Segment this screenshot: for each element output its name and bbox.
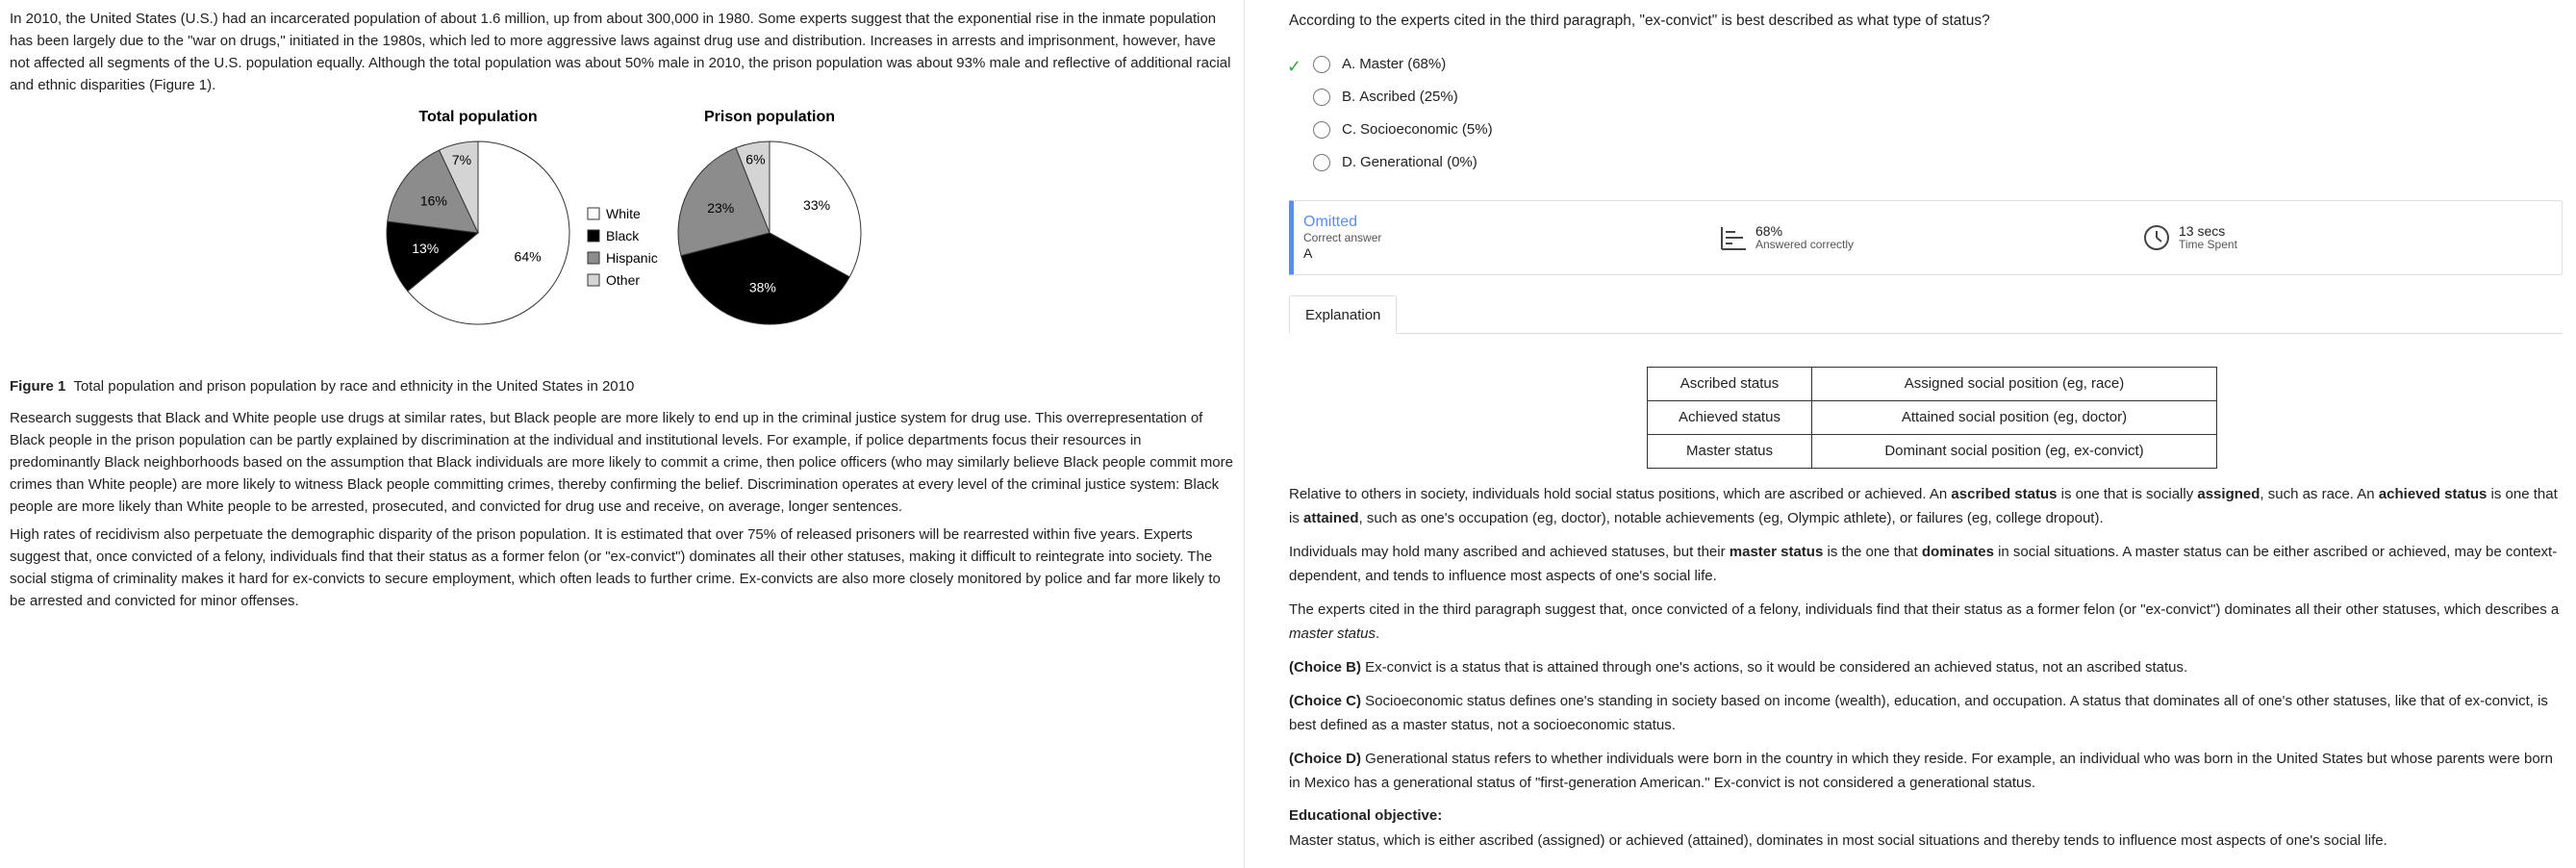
- question-stem: According to the experts cited in the third paragraph, "ex-convict" is best described as what type of status?: [1289, 13, 1990, 29]
- choice-d-letter: D.: [1342, 154, 1356, 170]
- pie-prison: [678, 141, 861, 324]
- table-cell: Ascribed status: [1648, 368, 1812, 401]
- figure-caption-text: Total population and prison population by race and ethnicity in the United States in 2010: [73, 378, 635, 395]
- pie-label-other: 6%: [745, 151, 766, 167]
- legend-label-black: Black: [606, 228, 640, 243]
- clock-icon: [2142, 223, 2171, 252]
- pie-label-white: 64%: [514, 248, 542, 265]
- table-row: [1648, 368, 2217, 401]
- table-cell: Attained social position (eg, doctor): [1812, 401, 2217, 435]
- legend-swatch-white: [588, 208, 599, 219]
- choice-d-pct: (0%): [1447, 154, 1477, 170]
- passage-paragraph-1: In 2010, the United States (U.S.) had an incarcerated population of about 1.6 million, up from about 300,000 in 1980. Some experts suggest that the exponential rise in the inmate population has been largely due to the "war on drugs," initiated in the 1980s, which led to more aggressive laws against drug use and distribution. Increases in arrests and imprisonment, however, have not affected all segments of the U.S. population equally. Although the total population was about 50% male in 2010, the prison population was about 93% male and reflective of additional racial and ethnic disparities (Figure 1).: [10, 11, 1231, 93]
- omitted-block: [1294, 215, 1719, 261]
- educational-objective-text: Master status, which is either ascribed (assigned) or achieved (attained), dominates in most social situations and thereby tends to influence most aspects of one's social life.: [1289, 832, 2387, 849]
- choice-a[interactable]: [1289, 48, 2563, 81]
- legend: [588, 206, 658, 288]
- legend-label-other: Other: [606, 272, 641, 288]
- status-table: [1647, 367, 2217, 469]
- choice-a-text: Master: [1359, 56, 1404, 72]
- explanation-choice-d: (Choice D) Generational status refers to whether individuals were born in the country in which they reside. For example, an individual who was born in the United States but whose parents were born in Mexico has a generational status of "first-generation American." Ex-convict is not considered a generational status.: [1289, 751, 2554, 791]
- pie-title-total: Total population: [418, 109, 538, 125]
- choice-b-letter: B.: [1342, 89, 1356, 105]
- pie-total: [387, 141, 569, 324]
- pie-label-hispanic: 23%: [707, 200, 735, 217]
- figure-caption: [10, 375, 1234, 397]
- passage-panel: [0, 0, 1245, 868]
- legend-swatch-other: [588, 274, 599, 286]
- choice-c-radio[interactable]: [1313, 121, 1330, 139]
- legend-swatch-hispanic: [588, 252, 599, 264]
- correct-check-icon: ✓: [1287, 57, 1302, 76]
- percent-correct-label: Answered correctly: [1755, 238, 1855, 251]
- stats-bar: [1289, 200, 2563, 275]
- choice-c-pct: (5%): [1461, 121, 1493, 138]
- tab-bar: [1289, 294, 2563, 334]
- choice-a-radio[interactable]: [1313, 56, 1330, 73]
- choice-c-text: Socioeconomic: [1360, 121, 1458, 138]
- table-cell: Dominant social position (eg, ex-convict): [1812, 435, 2217, 469]
- question-panel: [1245, 0, 2576, 868]
- pie-label-black: 38%: [748, 279, 776, 295]
- pie-label-black: 13%: [412, 240, 440, 256]
- choice-c[interactable]: [1289, 114, 2563, 146]
- choice-b-pct: (25%): [1419, 89, 1458, 105]
- pie-title-prison: Prison population: [704, 109, 835, 125]
- choice-d-radio[interactable]: [1313, 154, 1330, 171]
- choice-d-text: Generational: [1360, 154, 1443, 170]
- time-spent-label: Time Spent: [2179, 238, 2237, 251]
- table-cell: Master status: [1648, 435, 1812, 469]
- answer-status: Omitted: [1303, 214, 1358, 230]
- educational-objective-title: Educational objective:: [1289, 807, 1443, 824]
- table-row: [1648, 435, 2217, 469]
- tab-explanation[interactable]: Explanation: [1289, 295, 1397, 334]
- choice-a-letter: A.: [1342, 56, 1356, 72]
- legend-label-hispanic: Hispanic: [606, 250, 658, 266]
- legend-label-white: White: [606, 206, 641, 221]
- explanation-choice-b: (Choice B) Ex-convict is a status that is attained through one's actions, so it would be considered an achieved status, not an ascribed status.: [1289, 659, 2188, 676]
- passage-paragraph-3: High rates of recidivism also perpetuate the demographic disparity of the prison population. It is estimated that over 75% of released prisoners will be rearrested within five years. Experts suggest that, once convicted of a felony, individuals find that their status as a former felon (or "ex-convict") dominates all their other statuses, making it difficult to reintegrate into society. The social stigma of criminality makes it hard for ex-convicts to secure employment, which often leads to further crime. Ex-convicts are also more closely monitored by police and far more likely to be arrested and convicted for minor offenses.: [10, 526, 1221, 609]
- explanation-paragraph-3: The experts cited in the third paragraph suggest that, once convicted of a felony, individuals find that their status as a former felon (or "ex-convict") dominates all their other statuses, which describes a master status.: [1289, 601, 2560, 642]
- figure-1: [10, 102, 1254, 362]
- legend-swatch-black: [588, 230, 599, 242]
- pie-charts: [10, 102, 1254, 362]
- figure-label: Figure 1: [10, 378, 66, 395]
- table-cell: Achieved status: [1648, 401, 1812, 435]
- choice-a-pct: (68%): [1407, 56, 1447, 72]
- percent-correct-block: [1719, 223, 2142, 252]
- correct-answer-value: A: [1303, 245, 1313, 261]
- table-row: [1648, 401, 2217, 435]
- pie-label-other: 7%: [451, 151, 472, 167]
- pie-label-white: 33%: [803, 196, 831, 213]
- choice-b-radio[interactable]: [1313, 89, 1330, 106]
- pie-label-hispanic: 16%: [419, 192, 447, 209]
- choice-b-text: Ascribed: [1359, 89, 1416, 105]
- table-cell: Assigned social position (eg, race): [1812, 368, 2217, 401]
- choice-c-letter: C.: [1342, 121, 1356, 138]
- passage-paragraph-2: Research suggests that Black and White people use drugs at similar rates, but Black people are more likely to end up in the criminal justice system for drug use. This overrepresentation of Black people in the prison population can be partly explained by discrimination at the individual and institutional levels. For example, if police departments focus their resources in predominantly Black neighborhoods based on the assumption that Black individuals are more likely to commit a crime, then police officers (who may similarly believe Black people commit more crimes than White people) are more likely to witness Black people committing crimes, thereby confirming the belief. Discrimination operates at every level of the criminal justice system: Black people are more likely than White people to be arrested, prosecuted, and convicted for drug use and receive, on average, longer sentences.: [10, 410, 1233, 515]
- choice-d[interactable]: [1289, 146, 2563, 179]
- bar-chart-icon: [1719, 223, 1748, 252]
- explanation-choice-c: (Choice C) Socioeconomic status defines one's standing in society based on income (wealth), education, and occupation. A status that dominates all of one's other statuses, like that of ex-convict, is best defined as a master status, not a socioeconomic status.: [1289, 693, 2548, 733]
- explanation-paragraph-2: Individuals may hold many ascribed and achieved statuses, but their master status is the one that dominates in social situations. A master status can be either ascribed or achieved, may be context-dependent, and tends to influence most aspects of one's social life.: [1289, 544, 2558, 584]
- explanation-paragraph-1: Relative to others in society, individuals hold social status positions, which are ascribed or achieved. An ascribed status is one that is socially assigned, such as race. An achieved status is one that is attained, such as one's occupation (eg, doctor), notable achievements (eg, Olympic athlete), or failures (eg, college dropout).: [1289, 486, 2558, 526]
- time-spent-block: [2142, 223, 2562, 252]
- percent-correct-value: 68%: [1755, 223, 1783, 239]
- choice-b[interactable]: [1289, 81, 2563, 114]
- time-spent-value: 13 secs: [2179, 223, 2226, 239]
- correct-answer-label: Correct answer: [1303, 231, 1382, 244]
